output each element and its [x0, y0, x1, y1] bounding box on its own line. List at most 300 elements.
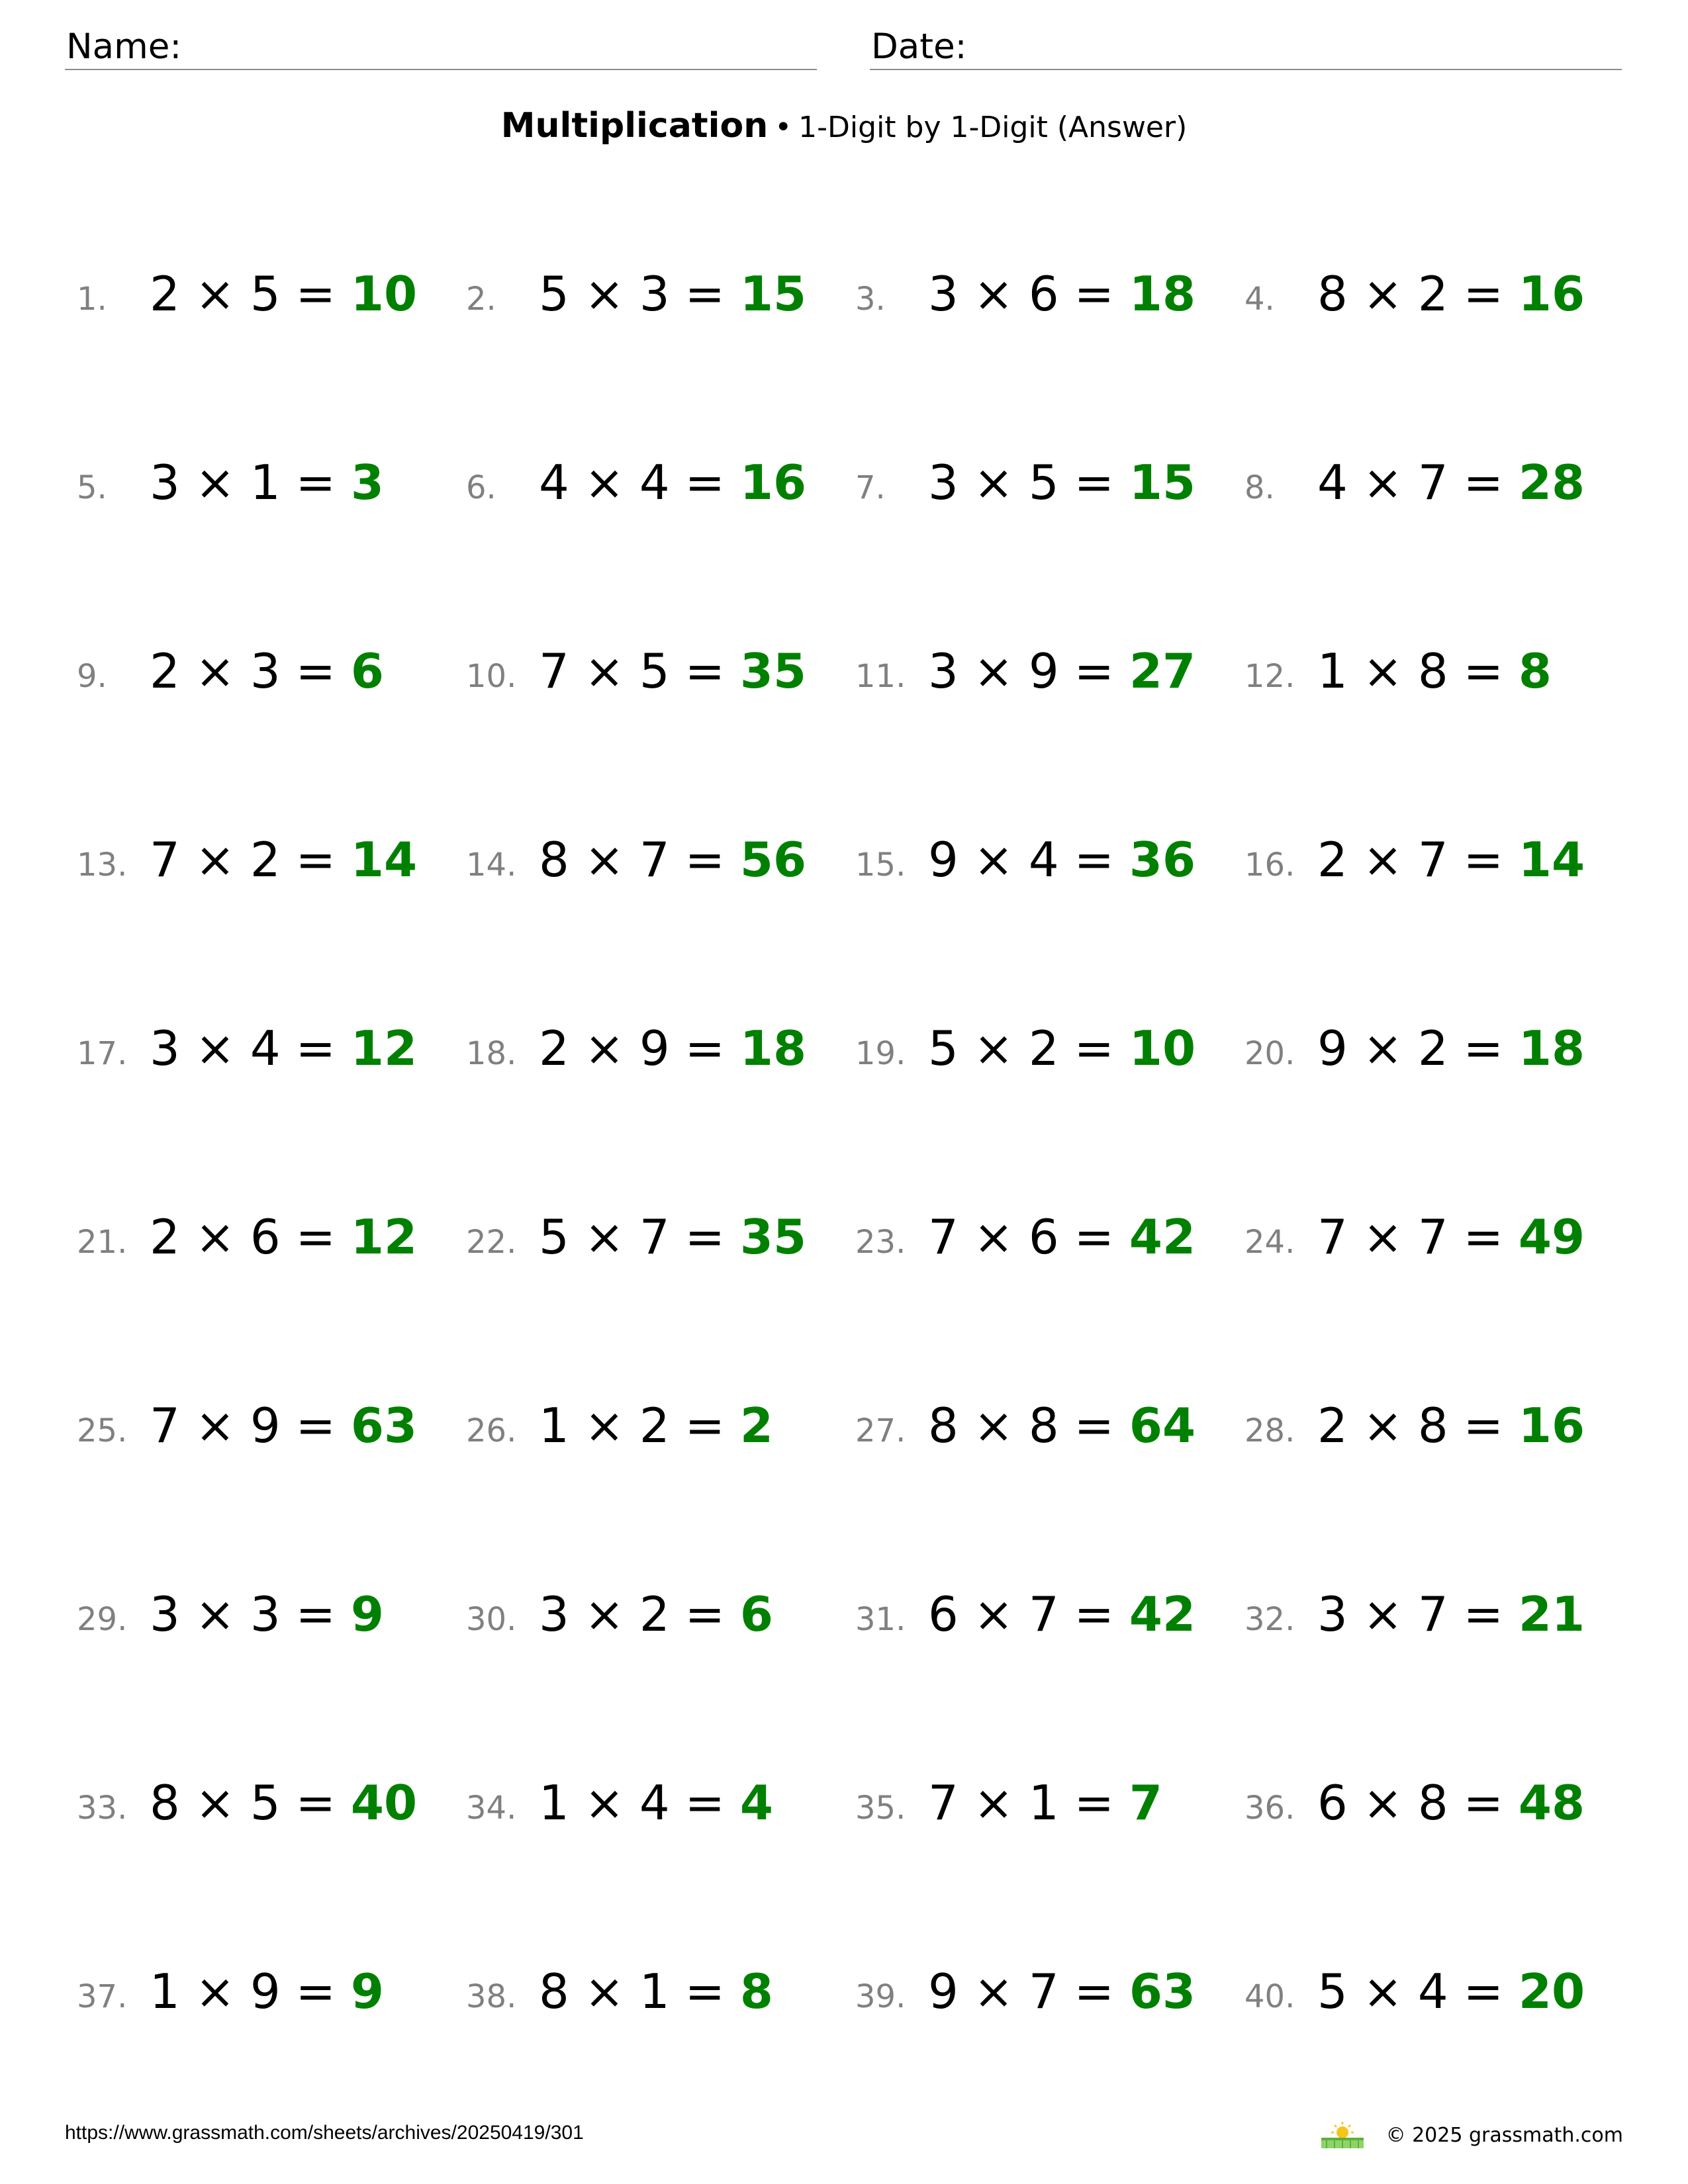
problem-item: [846, 253, 1217, 332]
answer: 42: [1129, 1209, 1196, 1265]
times-sign: ×: [958, 1775, 1029, 1831]
problem-expression: [539, 266, 806, 322]
answer: 10: [350, 266, 418, 322]
answer: 16: [1518, 1398, 1585, 1453]
equals-sign: =: [1448, 266, 1519, 322]
multiplier: 5: [250, 1775, 281, 1831]
problem-number: 22.: [466, 1224, 517, 1261]
copyright-text: © 2025 grassmath.com: [1385, 2123, 1623, 2147]
multiplier: 4: [250, 1021, 281, 1076]
problem-item: [457, 1007, 827, 1087]
problem-number: 21.: [77, 1224, 128, 1261]
problem-item: [1235, 819, 1606, 898]
multiplier: 4: [639, 1775, 670, 1831]
times-sign: ×: [569, 1586, 639, 1642]
multiplicand: 7: [150, 1398, 180, 1453]
times-sign: ×: [569, 643, 639, 699]
problem-number: 6.: [466, 469, 496, 506]
problem-expression: [539, 1021, 806, 1076]
multiplicand: 9: [1317, 1021, 1348, 1076]
multiplicand: 2: [150, 1209, 180, 1265]
times-sign: ×: [958, 1209, 1029, 1265]
multiplicand: 3: [539, 1586, 569, 1642]
equals-sign: =: [1448, 1398, 1519, 1453]
answer: 12: [350, 1021, 418, 1076]
equals-sign: =: [280, 832, 351, 887]
problem-item: [1235, 1007, 1606, 1087]
multiplier: 7: [1417, 455, 1448, 510]
equals-sign: =: [1058, 1775, 1129, 1831]
footer-copyright: [1319, 2120, 1623, 2150]
problem-expression: [539, 1964, 773, 2019]
equals-sign: =: [280, 1209, 351, 1265]
equals-sign: =: [1058, 1964, 1129, 2019]
times-sign: ×: [1347, 1964, 1418, 2019]
answer: 15: [1129, 455, 1196, 510]
multiplier: 2: [639, 1586, 670, 1642]
equals-sign: =: [1058, 455, 1129, 510]
multiplier: 5: [250, 266, 281, 322]
answer: 20: [1518, 1964, 1585, 2019]
problem-item: [846, 1573, 1217, 1653]
multiplicand: 2: [539, 1021, 569, 1076]
problem-item: [457, 253, 827, 332]
answer: 10: [1129, 1021, 1196, 1076]
equals-sign: =: [1448, 1209, 1519, 1265]
multiplicand: 5: [539, 266, 569, 322]
date-field[interactable]: [870, 25, 1622, 70]
multiplier: 4: [1028, 832, 1059, 887]
problem-item: [68, 819, 438, 898]
equals-sign: =: [280, 1398, 351, 1453]
problem-expression: [928, 266, 1196, 322]
problem-item: [846, 1385, 1217, 1464]
problem-item: [1235, 1573, 1606, 1653]
multiplicand: 5: [928, 1021, 959, 1076]
problem-expression: [928, 1209, 1196, 1265]
equals-sign: =: [669, 832, 740, 887]
multiplier: 8: [1417, 1398, 1448, 1453]
equals-sign: =: [280, 643, 351, 699]
times-sign: ×: [569, 832, 639, 887]
equals-sign: =: [1448, 1586, 1519, 1642]
problem-expression: [150, 1586, 384, 1642]
equals-sign: =: [669, 1209, 740, 1265]
multiplier: 2: [250, 832, 281, 887]
problem-number: 32.: [1244, 1601, 1295, 1638]
problem-number: 7.: [855, 469, 886, 506]
problem-item: [68, 1007, 438, 1087]
equals-sign: =: [1058, 1398, 1129, 1453]
answer: 14: [350, 832, 418, 887]
problem-item: [457, 1950, 827, 2030]
multiplicand: 1: [1317, 643, 1348, 699]
answer: 35: [739, 643, 807, 699]
multiplicand: 2: [1317, 1398, 1348, 1453]
answer: 6: [350, 643, 384, 699]
multiplicand: 9: [928, 832, 959, 887]
multiplicand: 3: [150, 1586, 180, 1642]
problem-expression: [539, 1209, 806, 1265]
equals-sign: =: [669, 1398, 740, 1453]
problem-expression: [150, 266, 417, 322]
problem-expression: [928, 1964, 1196, 2019]
multiplicand: 8: [150, 1775, 180, 1831]
answer: 6: [739, 1586, 773, 1642]
title-subtitle: 1-Digit by 1-Digit (Answer): [798, 111, 1188, 144]
multiplier: 4: [639, 455, 670, 510]
times-sign: ×: [958, 455, 1029, 510]
problem-expression: [150, 643, 384, 699]
multiplicand: 8: [928, 1398, 959, 1453]
problem-item: [68, 1762, 438, 1841]
problem-number: 1.: [77, 281, 107, 318]
name-label: Name:: [66, 26, 182, 67]
times-sign: ×: [958, 1964, 1029, 2019]
multiplicand: 1: [150, 1964, 180, 2019]
problem-expression: [150, 1775, 417, 1831]
times-sign: ×: [569, 1398, 639, 1453]
equals-sign: =: [1448, 832, 1519, 887]
times-sign: ×: [179, 832, 250, 887]
times-sign: ×: [569, 1209, 639, 1265]
problem-item: [68, 253, 438, 332]
problem-item: [457, 630, 827, 709]
equals-sign: =: [280, 1021, 351, 1076]
times-sign: ×: [179, 1586, 250, 1642]
answer: 12: [350, 1209, 418, 1265]
multiplier: 2: [1028, 1021, 1059, 1076]
answer: 18: [739, 1021, 807, 1076]
multiplier: 2: [639, 1398, 670, 1453]
equals-sign: =: [280, 1775, 351, 1831]
multiplicand: 4: [1317, 455, 1348, 510]
problem-item: [1235, 441, 1606, 521]
answer: 64: [1129, 1398, 1196, 1453]
grass-sun-logo-icon: [1319, 2120, 1366, 2150]
multiplier: 9: [639, 1021, 670, 1076]
equals-sign: =: [1058, 1021, 1129, 1076]
answer: 9: [350, 1964, 384, 2019]
times-sign: ×: [179, 1209, 250, 1265]
answer: 14: [1518, 832, 1585, 887]
answer: 40: [350, 1775, 418, 1831]
problem-expression: [150, 1964, 384, 2019]
equals-sign: =: [1448, 1964, 1519, 2019]
times-sign: ×: [569, 266, 639, 322]
times-sign: ×: [179, 1021, 250, 1076]
multiplier: 3: [250, 1586, 281, 1642]
problem-number: 34.: [466, 1790, 517, 1827]
multiplier: 5: [1028, 455, 1059, 510]
problem-number: 2.: [466, 281, 496, 318]
equals-sign: =: [669, 266, 740, 322]
answer: 3: [350, 455, 384, 510]
problem-expression: [928, 832, 1196, 887]
multiplier: 3: [639, 266, 670, 322]
equals-sign: =: [1058, 832, 1129, 887]
problem-item: [1235, 253, 1606, 332]
times-sign: ×: [569, 455, 639, 510]
times-sign: ×: [1347, 1398, 1418, 1453]
times-sign: ×: [1347, 266, 1418, 322]
multiplier: 7: [1417, 1209, 1448, 1265]
answer: 42: [1129, 1586, 1196, 1642]
multiplicand: 9: [928, 1964, 959, 2019]
answer: 8: [739, 1964, 773, 2019]
footer-url[interactable]: https://www.grassmath.com/sheets/archives/20250419/301: [65, 2122, 584, 2144]
multiplicand: 3: [1317, 1586, 1348, 1642]
problem-expression: [928, 1586, 1196, 1642]
multiplier: 2: [1417, 266, 1448, 322]
multiplier: 7: [1417, 832, 1448, 887]
multiplier: 6: [1028, 266, 1059, 322]
problem-number: 37.: [77, 1978, 128, 2015]
times-sign: ×: [179, 1775, 250, 1831]
problem-expression: [1317, 1964, 1585, 2019]
multiplicand: 7: [928, 1775, 959, 1831]
answer: 18: [1129, 266, 1196, 322]
equals-sign: =: [669, 455, 740, 510]
problem-expression: [1317, 266, 1585, 322]
answer: 8: [1518, 643, 1552, 699]
times-sign: ×: [1347, 1209, 1418, 1265]
problem-expression: [928, 1775, 1162, 1831]
times-sign: ×: [179, 1398, 250, 1453]
problem-number: 12.: [1244, 658, 1295, 695]
answer: 28: [1518, 455, 1585, 510]
multiplier: 9: [250, 1398, 281, 1453]
times-sign: ×: [569, 1775, 639, 1831]
problem-item: [846, 441, 1217, 521]
problem-number: 40.: [1244, 1978, 1295, 2015]
problem-item: [457, 819, 827, 898]
problem-number: 31.: [855, 1601, 906, 1638]
answer: 63: [350, 1398, 418, 1453]
equals-sign: =: [669, 1775, 740, 1831]
problem-number: 27.: [855, 1412, 906, 1449]
multiplier: 6: [1028, 1209, 1059, 1265]
problem-expression: [928, 643, 1196, 699]
problem-expression: [539, 1586, 773, 1642]
multiplier: 5: [639, 643, 670, 699]
problem-expression: [928, 455, 1196, 510]
equals-sign: =: [1448, 455, 1519, 510]
problem-item: [457, 1385, 827, 1464]
multiplicand: 1: [539, 1775, 569, 1831]
answer: 15: [739, 266, 807, 322]
multiplicand: 3: [150, 1021, 180, 1076]
answer: 7: [1129, 1775, 1162, 1831]
multiplier: 1: [639, 1964, 670, 2019]
multiplicand: 8: [539, 832, 569, 887]
answer: 21: [1518, 1586, 1585, 1642]
problem-number: 26.: [466, 1412, 517, 1449]
multiplier: 4: [1417, 1964, 1448, 2019]
problem-number: 14.: [466, 846, 517, 884]
problem-expression: [539, 1398, 773, 1453]
multiplicand: 7: [1317, 1209, 1348, 1265]
problem-expression: [150, 832, 417, 887]
problem-expression: [150, 1021, 417, 1076]
problem-number: 8.: [1244, 469, 1275, 506]
problem-number: 39.: [855, 1978, 906, 2015]
multiplicand: 8: [1317, 266, 1348, 322]
problem-item: [457, 1196, 827, 1275]
times-sign: ×: [179, 643, 250, 699]
problem-expression: [150, 455, 384, 510]
times-sign: ×: [1347, 643, 1418, 699]
multiplicand: 5: [539, 1209, 569, 1265]
multiplier: 1: [1028, 1775, 1059, 1831]
answer: 56: [739, 832, 807, 887]
equals-sign: =: [669, 1021, 740, 1076]
times-sign: ×: [958, 832, 1029, 887]
multiplicand: 7: [539, 643, 569, 699]
times-sign: ×: [569, 1964, 639, 2019]
equals-sign: =: [669, 643, 740, 699]
problem-expression: [1317, 1021, 1585, 1076]
times-sign: ×: [958, 643, 1029, 699]
answer: 63: [1129, 1964, 1196, 2019]
problem-expression: [539, 643, 806, 699]
multiplicand: 5: [1317, 1964, 1348, 2019]
problem-item: [1235, 1762, 1606, 1841]
problem-expression: [539, 832, 806, 887]
answer: 4: [739, 1775, 773, 1831]
equals-sign: =: [280, 1964, 351, 2019]
problem-item: [846, 819, 1217, 898]
multiplicand: 2: [1317, 832, 1348, 887]
equals-sign: =: [1448, 1775, 1519, 1831]
problem-number: 10.: [466, 658, 517, 695]
problem-item: [846, 1950, 1217, 2030]
problem-number: 18.: [466, 1035, 517, 1072]
multiplier: 9: [250, 1964, 281, 2019]
problem-expression: [1317, 1209, 1585, 1265]
answer: 27: [1129, 643, 1196, 699]
equals-sign: =: [669, 1586, 740, 1642]
problem-expression: [928, 1021, 1196, 1076]
answer: 2: [739, 1398, 773, 1453]
multiplicand: 3: [150, 455, 180, 510]
problem-number: 29.: [77, 1601, 128, 1638]
equals-sign: =: [1058, 266, 1129, 322]
times-sign: ×: [958, 266, 1029, 322]
name-field[interactable]: [65, 25, 817, 70]
multiplier: 3: [250, 643, 281, 699]
problem-item: [68, 1196, 438, 1275]
times-sign: ×: [569, 1021, 639, 1076]
problem-item: [846, 630, 1217, 709]
times-sign: ×: [1347, 832, 1418, 887]
problem-expression: [539, 455, 806, 510]
problem-item: [1235, 1196, 1606, 1275]
problem-number: 20.: [1244, 1035, 1295, 1072]
answer: 18: [1518, 1021, 1585, 1076]
answer: 9: [350, 1586, 384, 1642]
multiplier: 7: [639, 1209, 670, 1265]
problem-number: 23.: [855, 1224, 906, 1261]
problem-item: [1235, 1385, 1606, 1464]
problem-number: 33.: [77, 1790, 128, 1827]
multiplier: 7: [1028, 1586, 1059, 1642]
problem-item: [846, 1196, 1217, 1275]
problem-expression: [150, 1209, 417, 1265]
multiplicand: 7: [928, 1209, 959, 1265]
multiplicand: 2: [150, 643, 180, 699]
problem-expression: [1317, 643, 1552, 699]
answer: 48: [1518, 1775, 1585, 1831]
problem-number: 35.: [855, 1790, 906, 1827]
equals-sign: =: [1448, 1021, 1519, 1076]
multiplicand: 6: [1317, 1775, 1348, 1831]
times-sign: ×: [179, 455, 250, 510]
problem-number: 36.: [1244, 1790, 1295, 1827]
multiplier: 7: [639, 832, 670, 887]
multiplier: 7: [1028, 1964, 1059, 2019]
times-sign: ×: [958, 1398, 1029, 1453]
multiplicand: 3: [928, 643, 959, 699]
problem-item: [68, 1385, 438, 1464]
problem-item: [846, 1762, 1217, 1841]
answer: 16: [739, 455, 807, 510]
multiplier: 8: [1417, 643, 1448, 699]
multiplicand: 3: [928, 266, 959, 322]
title-bullet: •: [774, 111, 792, 144]
problem-item: [1235, 630, 1606, 709]
problem-item: [846, 1007, 1217, 1087]
equals-sign: =: [280, 455, 351, 510]
problem-expression: [1317, 1398, 1585, 1453]
multiplier: 2: [1417, 1021, 1448, 1076]
times-sign: ×: [179, 1964, 250, 2019]
multiplicand: 3: [928, 455, 959, 510]
problem-number: 25.: [77, 1412, 128, 1449]
problem-number: 13.: [77, 846, 128, 884]
problem-item: [457, 441, 827, 521]
multiplier: 6: [250, 1209, 281, 1265]
problem-expression: [1317, 1586, 1585, 1642]
equals-sign: =: [280, 266, 351, 322]
problem-number: 38.: [466, 1978, 517, 2015]
multiplier: 1: [250, 455, 281, 510]
answer: 35: [739, 1209, 807, 1265]
problem-number: 4.: [1244, 281, 1275, 318]
times-sign: ×: [1347, 1775, 1418, 1831]
problem-item: [68, 630, 438, 709]
problem-number: 11.: [855, 658, 906, 695]
answer: 36: [1129, 832, 1196, 887]
times-sign: ×: [179, 266, 250, 322]
times-sign: ×: [1347, 455, 1418, 510]
date-label: Date:: [871, 26, 967, 67]
problem-number: 15.: [855, 846, 906, 884]
times-sign: ×: [958, 1021, 1029, 1076]
problem-expression: [1317, 832, 1585, 887]
multiplicand: 8: [539, 1964, 569, 2019]
multiplier: 9: [1028, 643, 1059, 699]
equals-sign: =: [669, 1964, 740, 2019]
problem-expression: [1317, 1775, 1585, 1831]
problem-number: 24.: [1244, 1224, 1295, 1261]
problem-number: 3.: [855, 281, 886, 318]
problem-number: 19.: [855, 1035, 906, 1072]
multiplicand: 7: [150, 832, 180, 887]
answer: 16: [1518, 266, 1585, 322]
times-sign: ×: [958, 1586, 1029, 1642]
problem-item: [68, 441, 438, 521]
